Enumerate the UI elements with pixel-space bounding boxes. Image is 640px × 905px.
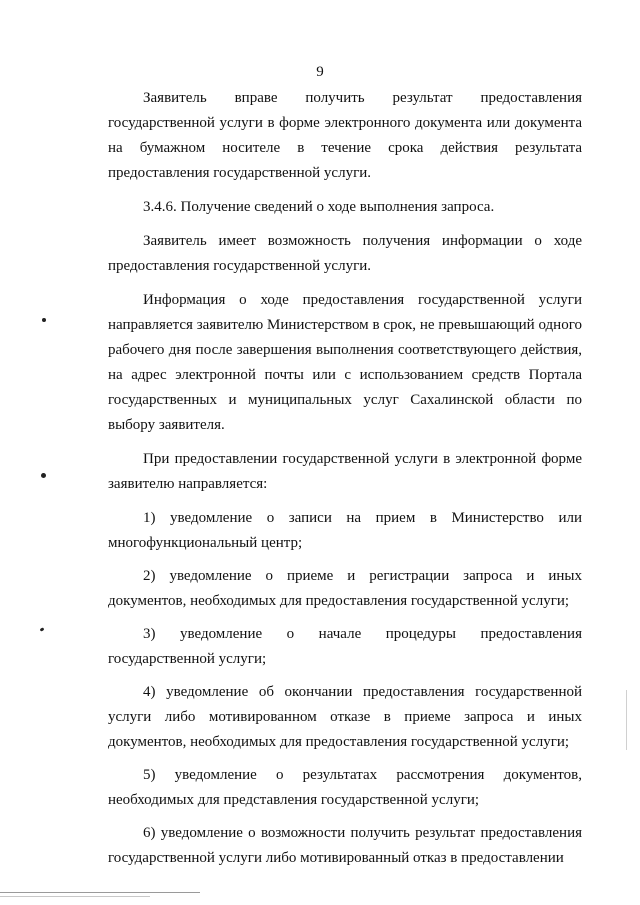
paragraph-result-receipt: Заявитель вправе получить результат предоставления государственной услуги в форме электронного документа или документа на бумажном носителе в течение срока действия результата предоставления государственной услуги.: [108, 90, 582, 181]
list-item-2: 2) уведомление о приеме и регистрации запроса и иных документов, необходимых для предоставления государственной услуги;: [108, 568, 582, 609]
paragraph-electronic-form: При предоставлении государственной услуги в электронной форме заявителю направляется:: [108, 451, 582, 492]
scan-artifact-line: [0, 896, 150, 897]
document-body: [108, 86, 582, 879]
binding-hole-mark: [40, 627, 45, 632]
list-item-6: 6) уведомление о возможности получить результат предоставления государственной услуги либо мотивированный отказ в предоставлении: [108, 825, 582, 866]
paragraph-info-delivery: Информация о ходе предоставления государственной услуги направляется заявителю Министерством в срок, не превышающий одного рабочего дня после завершения выполнения соответствующего действия, на адрес электронной почты или с использованием средств Портала государственных и муниципальных услуг Сахалинской области по выбору заявителя.: [108, 292, 582, 433]
binding-hole-mark: [42, 318, 46, 322]
scan-artifact-line: [0, 892, 200, 893]
list-item-4: 4) уведомление об окончании предоставления государственной услуги либо мотивированном отказе в приеме запроса и иных документов, необходимых для предоставления государственной услуги;: [108, 684, 582, 750]
list-item-5: 5) уведомление о результатах рассмотрения документов, необходимых для представления государственной услуги;: [108, 767, 582, 808]
page-number: 9: [316, 64, 324, 80]
list-item-3: 3) уведомление о начале процедуры предоставления государственной услуги;: [108, 626, 582, 667]
paragraph-progress-info: Заявитель имеет возможность получения информации о ходе предоставления государственной услуги.: [108, 233, 582, 274]
list-item-1: 1) уведомление о записи на прием в Министерство или многофункциональный центр;: [108, 510, 582, 551]
section-heading-3-4-6: 3.4.6. Получение сведений о ходе выполнения запроса.: [143, 199, 495, 215]
scan-edge-mark: [626, 690, 627, 750]
binding-hole-mark: [41, 473, 46, 478]
